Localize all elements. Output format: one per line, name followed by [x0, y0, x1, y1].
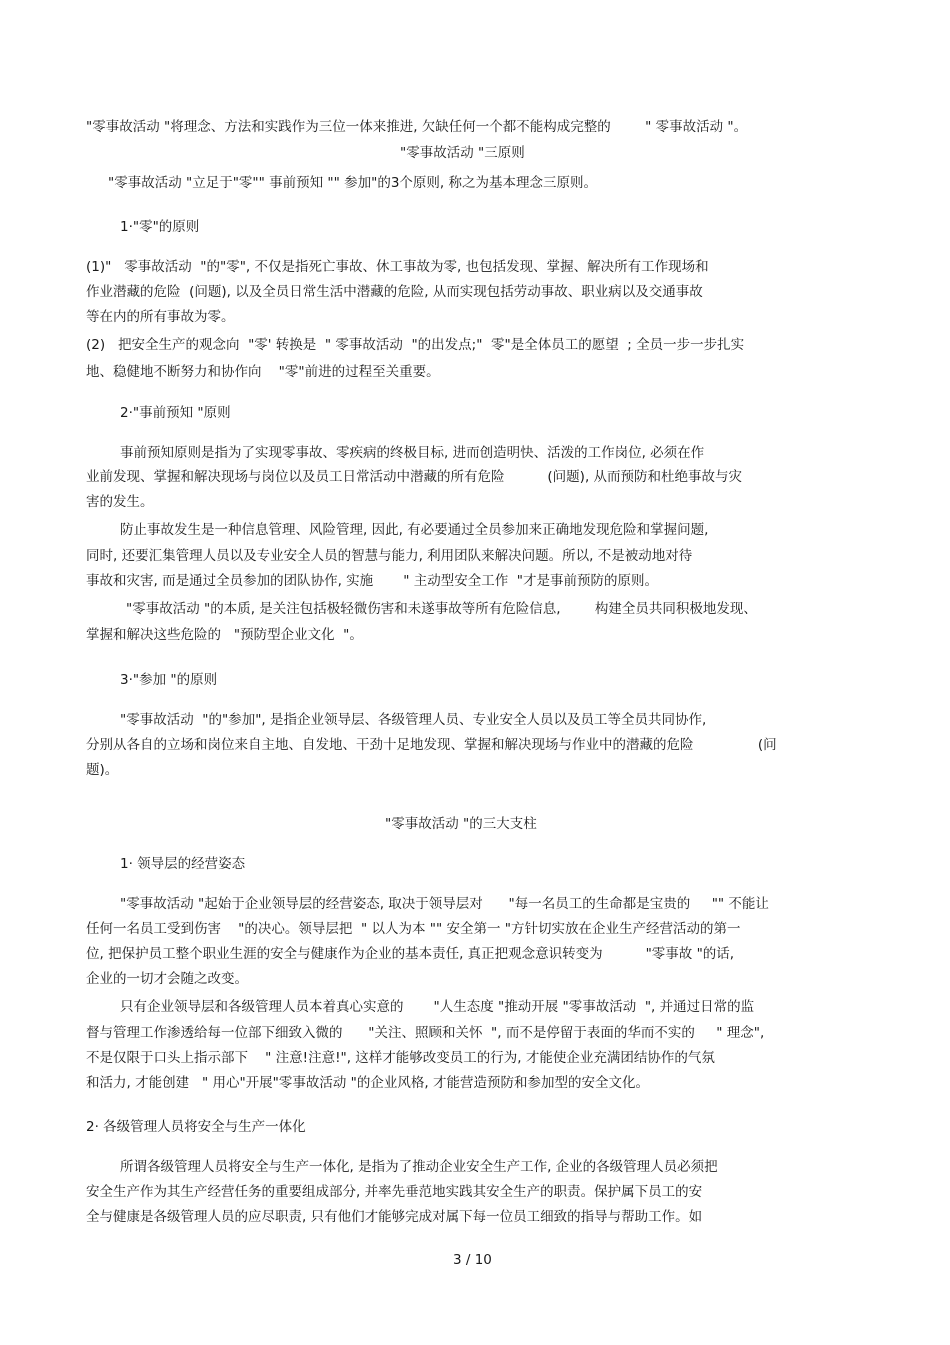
subsection-heading: 1·"零"的原则 [120, 219, 200, 235]
text-line: 所谓各级管理人员将安全与生产一体化, 是指为了推动企业安全生产工作, 企业的各级管理人员必须把 [120, 1159, 718, 1175]
text-line: 任何一名员工受到伤害 "的决心。领导层把 " 以人为本 "" 安全第一 "方针切实放在企业生产经营活动的第一 [86, 921, 741, 937]
text-line: 和活力, 才能创建 " 用心"开展"零事故活动 "的企业风格, 才能营造预防和参加型的安全文化。 [86, 1075, 649, 1091]
text-line: 全与健康是各级管理人员的应尽职责, 只有他们才能够完成对属下每一位员工细致的指导与帮助工作。如 [86, 1209, 703, 1225]
text-line: "零事故活动 "将理念、方法和实践作为三位一体来推进, 欠缺任何一个都不能构成完整的 " 零事故活动 "。 [86, 119, 748, 135]
text-line: 掌握和解决这些危险的 "预防型企业文化 "。 [86, 627, 363, 643]
text-line: "零事故活动 "起始于企业领导层的经营姿态, 取决于领导层对 "每一名员工的生命都是宝贵的 "" 不能让 [120, 896, 769, 912]
text-line: 分别从各自的立场和岗位来自主地、自发地、干劲十足地发现、掌握和解决现场与作业中的潜藏的危险 (问 [86, 737, 777, 753]
text-line: 安全生产作为其生产经营任务的重要组成部分, 并率先垂范地实践其安全生产的职责。保护属下员工的安 [86, 1184, 703, 1200]
text-line: 防止事故发生是一种信息管理、风险管理, 因此, 有必要通过全员参加来正确地发现危险和掌握问题, [120, 522, 709, 538]
text-line: 害的发生。 [86, 494, 154, 510]
subsection-heading: 2·"事前预知 "原则 [120, 405, 231, 421]
text-line: 题)。 [86, 762, 119, 778]
text-line: "零事故活动 "立足于"零"" 事前预知 "" 参加"的3个原则, 称之为基本理念三原则。 [108, 175, 598, 191]
text-line: (1)" 零事故活动 "的"零", 不仅是指死亡事故、休工事故为零, 也包括发现、掌握、解决所有工作现场和 [86, 259, 709, 275]
page-number: 3 / 10 [453, 1252, 492, 1268]
text-line: "零事故活动 "的本质, 是关注包括极轻微伤害和未遂事故等所有危险信息, 构建全员共同积极地发现、 [126, 601, 757, 617]
text-line: 等在内的所有事故为零。 [86, 309, 235, 325]
subsection-heading: 3·"参加 "的原则 [120, 672, 218, 688]
text-line: 地、稳健地不断努力和协作向 "零"前进的过程至关重要。 [86, 364, 440, 380]
text-line: 事前预知原则是指为了实现零事故、零疾病的终极目标, 进而创造明快、活泼的工作岗位, 必须在作 [120, 445, 705, 461]
text-line: 事故和灾害, 而是通过全员参加的团队协作, 实施 " 主动型安全工作 "才是事前预防的原则。 [86, 573, 658, 589]
text-line: 企业的一切才会随之改变。 [86, 971, 248, 987]
section-heading: "零事故活动 "的三大支柱 [385, 816, 537, 832]
subsection-heading: 2· 各级管理人员将安全与生产一体化 [86, 1119, 306, 1135]
subsection-heading: 1· 领导层的经营姿态 [120, 856, 246, 872]
text-line: 作业潜藏的危险 (问题), 以及全员日常生活中潜藏的危险, 从而实现包括劳动事故、职业病以及交通事故 [86, 284, 703, 300]
text-line: 不是仅限于口头上指示部下 " 注意!注意!", 这样才能够改变员工的行为, 才能使企业充满团结协作的气氛 [86, 1050, 715, 1066]
text-line: 位, 把保护员工整个职业生涯的安全与健康作为企业的基本责任, 真正把观念意识转变为 "零事故 "的话, [86, 946, 735, 962]
text-line: 只有企业领导层和各级管理人员本着真心实意的 "人生态度 "推动开展 "零事故活动 ", 并通过日常的监 [120, 999, 755, 1015]
section-heading: "零事故活动 "三原则 [400, 145, 525, 161]
text-line: 督与管理工作渗透给每一位部下细致入微的 "关注、照顾和关怀 ", 而不是停留于表面的华而不实的 " 理念", [86, 1025, 765, 1041]
text-line: (2) 把安全生产的观念向 "零' 转换是 " 零事故活动 "的出发点;" 零"是全体员工的愿望 ; 全员一步一步扎实 [86, 337, 745, 353]
text-line: 同时, 还要汇集管理人员以及专业安全人员的智慧与能力, 利用团队来解决问题。所以, 不是被动地对待 [86, 548, 693, 564]
text-line: "零事故活动 "的"参加", 是指企业领导层、各级管理人员、专业安全人员以及员工等全员共同协作, [120, 712, 707, 728]
text-line: 业前发现、掌握和解决现场与岗位以及员工日常活动中潜藏的所有危险 (问题), 从而预防和杜绝事故与灾 [86, 469, 743, 485]
